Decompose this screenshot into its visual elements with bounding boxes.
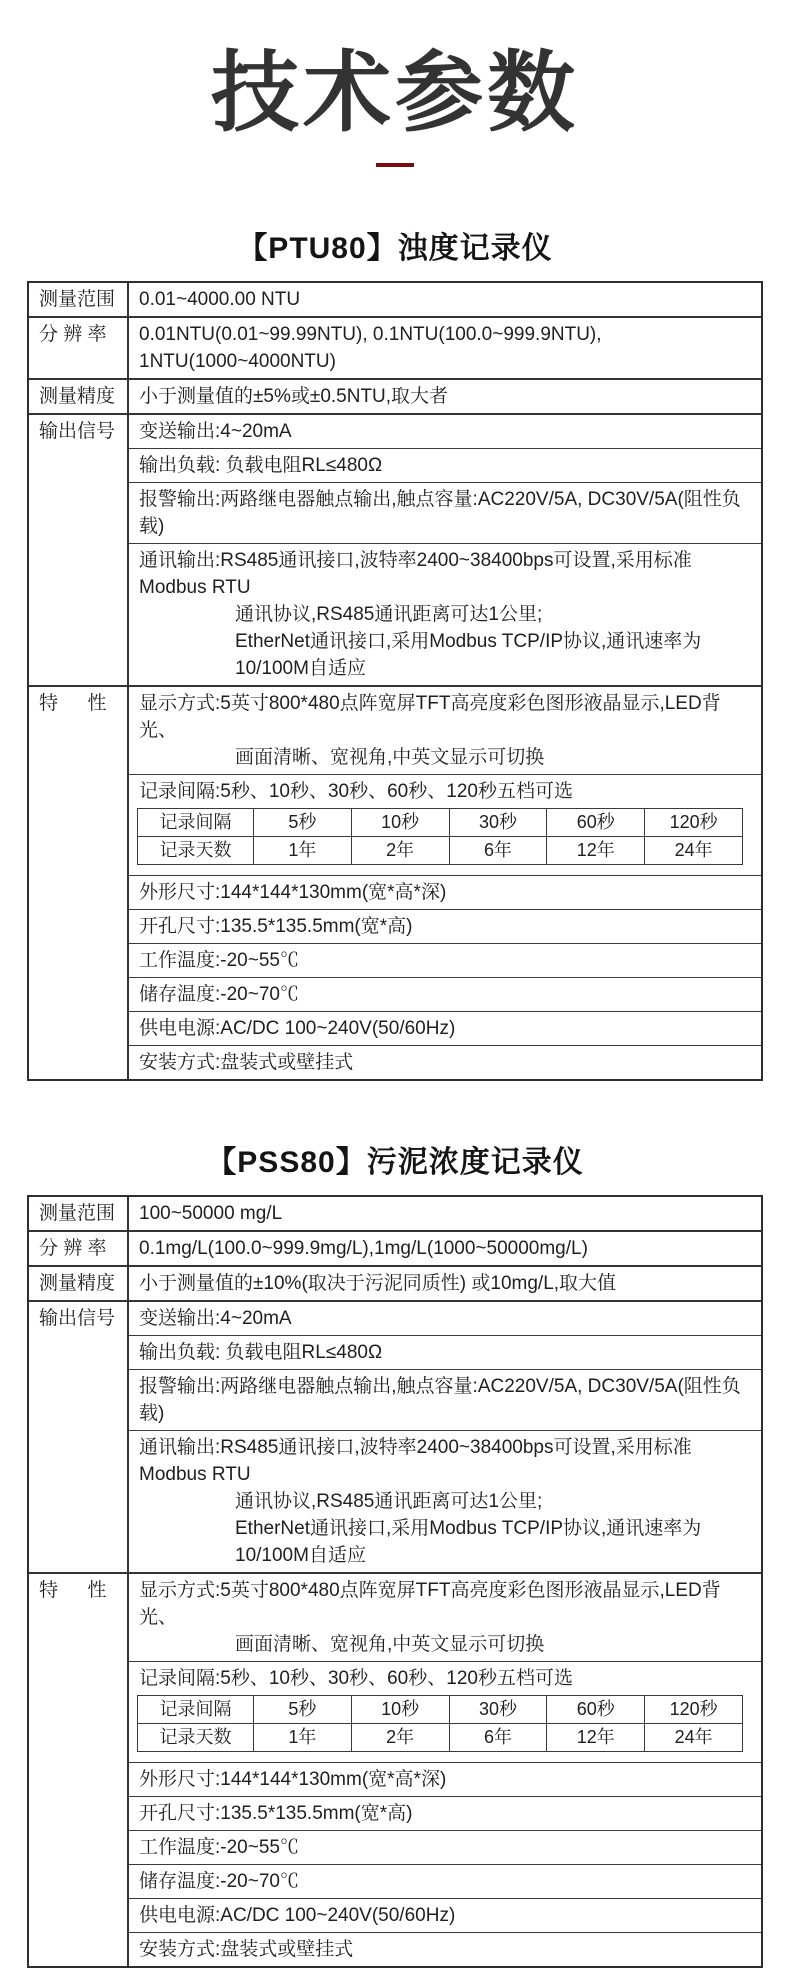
spec-text-line: 报警输出:两路继电器触点输出,触点容量:AC220V/5A, DC30V/5A(阻性负载) bbox=[139, 489, 741, 538]
record-table-cell: 30秒 bbox=[449, 809, 547, 837]
spec-item bbox=[129, 1898, 761, 1932]
record-table-cell: 5秒 bbox=[253, 1696, 351, 1724]
row-label: 特 性 bbox=[29, 1574, 129, 1966]
spec-text-line: 0.1mg/L(100.0~999.9mg/L),1mg/L(1000~50000mg/L) bbox=[139, 1238, 588, 1260]
row-label: 特 性 bbox=[29, 687, 129, 1079]
spec-text-line: 变送输出:4~20mA bbox=[139, 1308, 292, 1330]
record-table-header: 记录天数 bbox=[138, 837, 254, 865]
title-underline bbox=[376, 163, 414, 167]
record-table-cell: 30秒 bbox=[449, 1696, 547, 1724]
spec-text-line: 报警输出:两路继电器触点输出,触点容量:AC220V/5A, DC30V/5A(阻性负载) bbox=[139, 1376, 741, 1425]
record-table-cell: 10秒 bbox=[351, 809, 449, 837]
spec-item bbox=[129, 1796, 761, 1830]
row-values bbox=[129, 318, 761, 378]
spec-text-line: 记录间隔:5秒、10秒、30秒、60秒、120秒五档可选 bbox=[139, 1668, 573, 1690]
row-values bbox=[129, 380, 761, 413]
spec-item bbox=[129, 1045, 761, 1079]
spec-row bbox=[29, 283, 761, 316]
row-label: 分 辨 率 bbox=[29, 1232, 129, 1265]
spec-text-line: 0.01NTU(0.01~99.99NTU), 0.1NTU(100.0~999.9NTU), 1NTU(1000~4000NTU) bbox=[139, 324, 602, 373]
row-label: 测量精度 bbox=[29, 1267, 129, 1300]
row-values bbox=[129, 1197, 761, 1230]
section-title: 【PTU80】浊度记录仪 bbox=[237, 232, 553, 266]
spec-text-line: 开孔尺寸:135.5*135.5mm(宽*高) bbox=[139, 916, 413, 938]
spec-text-line: 显示方式:5英寸800*480点阵宽屏TFT高亮度彩色图形液晶显示,LED背光、 bbox=[139, 1580, 721, 1629]
record-table-cell: 60秒 bbox=[547, 1696, 645, 1724]
spec-item bbox=[129, 1932, 761, 1966]
spec-item bbox=[129, 977, 761, 1011]
spec-page bbox=[0, 43, 790, 1988]
section-title: 【PSS80】污泥浓度记录仪 bbox=[206, 1146, 584, 1180]
record-table-header: 记录间隔 bbox=[138, 809, 254, 837]
spec-text-line: 工作温度:-20~55℃ bbox=[139, 1837, 299, 1859]
product-section bbox=[0, 223, 790, 1081]
record-table-row bbox=[138, 837, 743, 865]
record-table-header: 记录间隔 bbox=[138, 1696, 254, 1724]
spec-text-line: EtherNet通讯接口,采用Modbus TCP/IP协议,通讯速率为10/100M自适应 bbox=[235, 631, 702, 680]
spec-text-line: 小于测量值的±10%(取决于污泥同质性) 或10mg/L,取大值 bbox=[139, 1273, 617, 1295]
spec-item bbox=[129, 448, 761, 482]
spec-item bbox=[129, 1011, 761, 1045]
spec-row bbox=[29, 685, 761, 1079]
spec-row bbox=[29, 1572, 761, 1966]
record-table-cell: 5秒 bbox=[253, 809, 351, 837]
row-label: 输出信号 bbox=[29, 415, 129, 685]
row-values bbox=[129, 1302, 761, 1572]
spec-text-line: 通讯协议,RS485通讯距离可达1公里; bbox=[235, 604, 543, 626]
spec-item bbox=[129, 687, 761, 774]
spec-item bbox=[129, 1661, 761, 1762]
row-values bbox=[129, 415, 761, 685]
spec-text-line: EtherNet通讯接口,采用Modbus TCP/IP协议,通讯速率为10/100M自适应 bbox=[235, 1518, 702, 1567]
spec-row bbox=[29, 316, 761, 378]
record-table-cell: 6年 bbox=[449, 837, 547, 865]
spec-row bbox=[29, 1230, 761, 1265]
spec-text-line: 画面清晰、宽视角,中英文显示可切换 bbox=[235, 1634, 545, 1656]
product-section bbox=[0, 1137, 790, 1968]
spec-item bbox=[129, 318, 761, 378]
row-label: 分 辨 率 bbox=[29, 318, 129, 378]
spec-item bbox=[129, 1864, 761, 1898]
spec-row bbox=[29, 1197, 761, 1230]
spec-table bbox=[27, 281, 763, 1081]
spec-item bbox=[129, 415, 761, 448]
spec-item bbox=[129, 1197, 761, 1230]
record-table-cell: 2年 bbox=[351, 837, 449, 865]
spec-sections bbox=[0, 223, 790, 1968]
spec-text-line: 记录间隔:5秒、10秒、30秒、60秒、120秒五档可选 bbox=[139, 781, 573, 803]
spec-text-line: 100~50000 mg/L bbox=[139, 1203, 283, 1225]
spec-text-line: 输出负载: 负载电阻RL≤480Ω bbox=[139, 1342, 383, 1364]
spec-row bbox=[29, 1265, 761, 1300]
spec-item bbox=[129, 543, 761, 685]
spec-item bbox=[129, 774, 761, 875]
spec-text-line: 显示方式:5英寸800*480点阵宽屏TFT高亮度彩色图形液晶显示,LED背光、 bbox=[139, 693, 721, 742]
row-label: 测量精度 bbox=[29, 380, 129, 413]
record-interval-table bbox=[137, 808, 743, 865]
spec-item bbox=[129, 1830, 761, 1864]
spec-text-line: 外形尺寸:144*144*130mm(宽*高*深) bbox=[139, 1769, 447, 1791]
spec-text-line: 变送输出:4~20mA bbox=[139, 421, 292, 443]
spec-text-line: 储存温度:-20~70℃ bbox=[139, 1871, 299, 1893]
spec-item bbox=[129, 1369, 761, 1430]
spec-item bbox=[129, 1267, 761, 1300]
spec-item bbox=[129, 1762, 761, 1796]
spec-row bbox=[29, 413, 761, 685]
row-values bbox=[129, 1574, 761, 1966]
spec-text-line: 安装方式:盘装式或壁挂式 bbox=[139, 1052, 354, 1074]
spec-item bbox=[129, 283, 761, 316]
spec-text-line: 储存温度:-20~70℃ bbox=[139, 984, 299, 1006]
record-interval-table bbox=[137, 1695, 743, 1752]
spec-text-line: 通讯输出:RS485通讯接口,波特率2400~38400bps可设置,采用标准Modbus RTU bbox=[139, 1437, 692, 1486]
record-table-cell: 1年 bbox=[253, 1724, 351, 1752]
spec-item bbox=[129, 1302, 761, 1335]
spec-item bbox=[129, 875, 761, 909]
spec-text-line: 外形尺寸:144*144*130mm(宽*高*深) bbox=[139, 882, 447, 904]
record-table-cell: 12年 bbox=[547, 837, 645, 865]
spec-item bbox=[129, 1430, 761, 1572]
spec-item bbox=[129, 1574, 761, 1661]
page-title: 技术参数 bbox=[210, 43, 579, 142]
row-label: 测量范围 bbox=[29, 1197, 129, 1230]
spec-text-line: 通讯协议,RS485通讯距离可达1公里; bbox=[235, 1491, 543, 1513]
record-table-cell: 1年 bbox=[253, 837, 351, 865]
spec-text-line: 通讯输出:RS485通讯接口,波特率2400~38400bps可设置,采用标准Modbus RTU bbox=[139, 550, 692, 599]
spec-row bbox=[29, 378, 761, 413]
record-table-header: 记录天数 bbox=[138, 1724, 254, 1752]
record-table-cell: 60秒 bbox=[547, 809, 645, 837]
record-table-cell: 2年 bbox=[351, 1724, 449, 1752]
spec-text-line: 工作温度:-20~55℃ bbox=[139, 950, 299, 972]
spec-row bbox=[29, 1300, 761, 1572]
spec-item bbox=[129, 1232, 761, 1265]
row-values bbox=[129, 283, 761, 316]
spec-text-line: 画面清晰、宽视角,中英文显示可切换 bbox=[235, 747, 545, 769]
spec-text-line: 供电电源:AC/DC 100~240V(50/60Hz) bbox=[139, 1018, 456, 1040]
spec-table bbox=[27, 1195, 763, 1968]
record-table-cell: 120秒 bbox=[645, 1696, 743, 1724]
record-table-cell: 6年 bbox=[449, 1724, 547, 1752]
row-label: 测量范围 bbox=[29, 283, 129, 316]
spec-text-line: 安装方式:盘装式或壁挂式 bbox=[139, 1939, 354, 1961]
record-table-cell: 120秒 bbox=[645, 809, 743, 837]
spec-text-line: 输出负载: 负载电阻RL≤480Ω bbox=[139, 455, 383, 477]
spec-item bbox=[129, 482, 761, 543]
row-values bbox=[129, 1267, 761, 1300]
spec-item bbox=[129, 909, 761, 943]
spec-text-line: 供电电源:AC/DC 100~240V(50/60Hz) bbox=[139, 1905, 456, 1927]
record-table-row bbox=[138, 1696, 743, 1724]
record-table-row bbox=[138, 1724, 743, 1752]
record-table-cell: 24年 bbox=[645, 837, 743, 865]
row-values bbox=[129, 1232, 761, 1265]
spec-text-line: 0.01~4000.00 NTU bbox=[139, 289, 301, 311]
record-table-cell: 24年 bbox=[645, 1724, 743, 1752]
spec-text-line: 开孔尺寸:135.5*135.5mm(宽*高) bbox=[139, 1803, 413, 1825]
spec-item bbox=[129, 1335, 761, 1369]
spec-item bbox=[129, 943, 761, 977]
spec-text-line: 小于测量值的±5%或±0.5NTU,取大者 bbox=[139, 386, 449, 408]
row-label: 输出信号 bbox=[29, 1302, 129, 1572]
record-table-cell: 12年 bbox=[547, 1724, 645, 1752]
record-table-cell: 10秒 bbox=[351, 1696, 449, 1724]
row-values bbox=[129, 687, 761, 1079]
record-table-row bbox=[138, 809, 743, 837]
spec-item bbox=[129, 380, 761, 413]
